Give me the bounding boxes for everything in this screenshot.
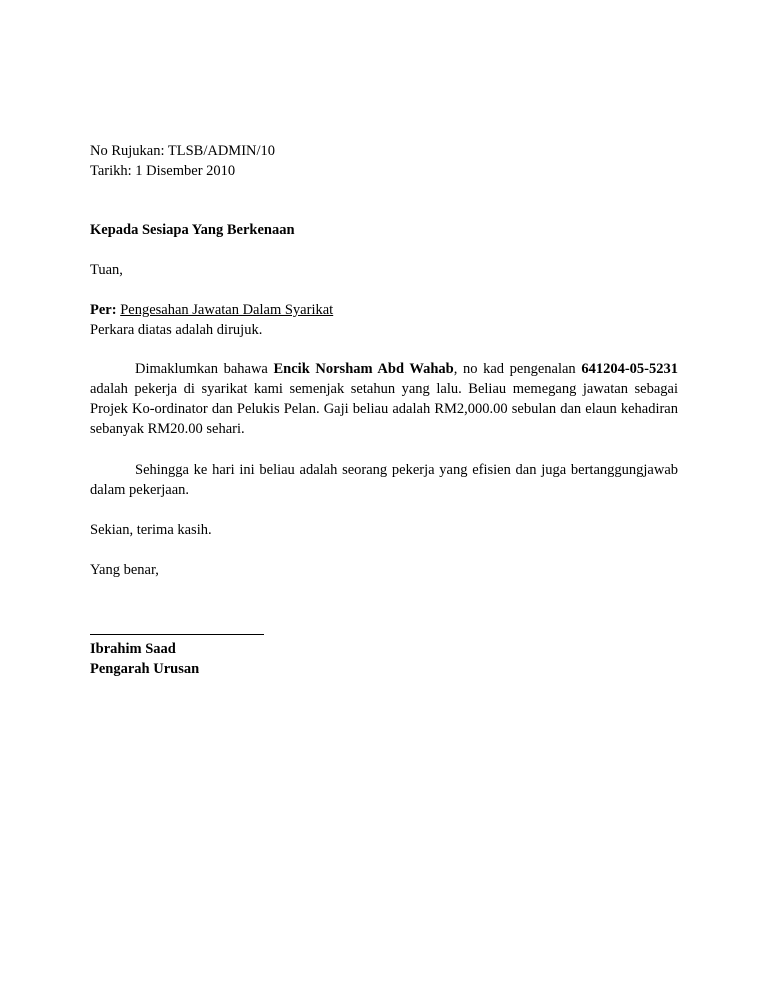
signatory-title: Pengarah Urusan <box>90 661 200 677</box>
ic-number: 641204-05-5231 <box>581 361 678 377</box>
salutation: Tuan, <box>90 262 123 278</box>
paragraph1-ic-label: , no kad pengenalan <box>453 361 582 377</box>
body-paragraph-1 <box>90 359 678 439</box>
closing-line: Sekian, terima kasih. <box>90 522 212 538</box>
letter-date: Tarikh: 1 Disember 2010 <box>90 163 236 179</box>
subject-title: Pengesahan Jawatan Dalam Syarikat <box>120 302 334 318</box>
subject-prefix: Per: <box>90 302 117 318</box>
signature-line <box>90 634 264 635</box>
reference-number: No Rujukan: TLSB/ADMIN/10 <box>90 143 276 159</box>
paragraph1-intro: Dimaklumkan bahawa <box>135 361 274 377</box>
paragraph1-details: adalah pekerja di syarikat kami semenjak setahun yang lalu. Beliau memegang jawatan sebagai Projek Ko-ordinator dan Pelukis Pelan. Gaji beliau adalah RM2,000.00 sebulan dan elaun kehadiran sebanyak RM20.00 sehari. <box>90 381 678 437</box>
reference-statement: Perkara diatas adalah dirujuk. <box>90 322 263 338</box>
sign-off: Yang benar, <box>90 562 159 578</box>
employee-name: Encik Norsham Abd Wahab <box>273 361 454 377</box>
subject-line <box>90 300 333 320</box>
signatory-name: Ibrahim Saad <box>90 641 176 657</box>
body-paragraph-2: Sehingga ke hari ini beliau adalah seorang pekerja yang efisien dan juga bertanggungjawab dalam pekerjaan. <box>90 462 678 498</box>
recipient-line: Kepada Sesiapa Yang Berkenaan <box>90 222 295 238</box>
